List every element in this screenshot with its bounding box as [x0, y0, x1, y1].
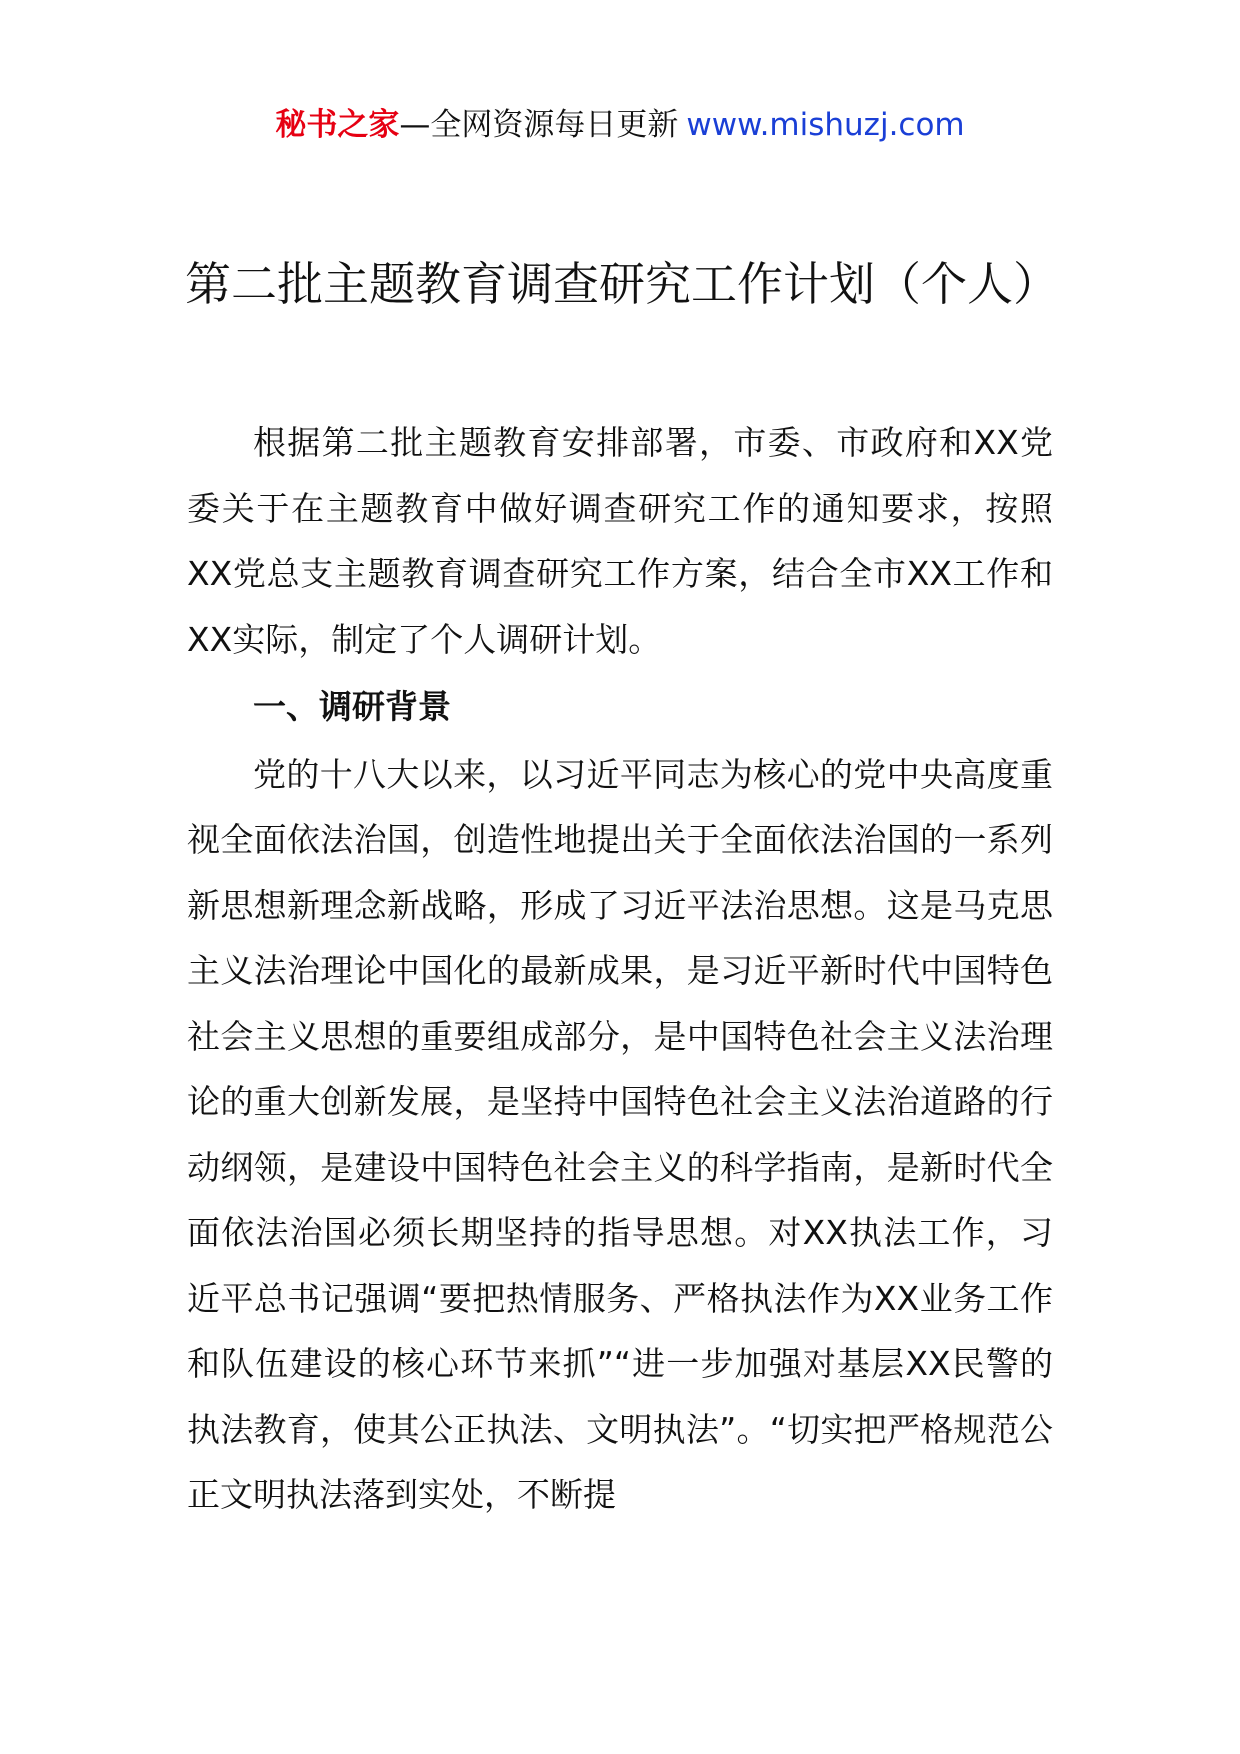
brand-name: 秘书之家 — [275, 107, 400, 143]
document-title: 第二批主题教育调查研究工作计划（个人） — [185, 257, 1059, 311]
document-body — [187, 410, 1053, 1528]
site-header — [0, 100, 1240, 150]
site-url-link[interactable]: www.mishuzj.com — [686, 107, 965, 143]
background-paragraph: 党的十八大以来，以习近平同志为核心的党中央高度重视全面依法治国，创造性地提出关于全面依法治国的一系列新思想新理念新战略，形成了习近平法治思想。这是马克思主义法治理论中国化的最新成果，是习近平新时代中国特色社会主义思想的重要组成部分，是中国特色社会主义法治理论的重大创新发展，是坚持中国特色社会主义法治道路的行动纲领，是建设中国特色社会主义的科学指南，是新时代全面依法治国必须长期坚持的指导思想。对XX执法工作，习近平总书记强调“要把热情服务、严格执法作为XX业务工作和队伍建设的核心环节来抓”“进一步加强对基层XX民警的执法教育，使其公正执法、文明执法”。“切实把严格规范公正文明执法落到实处，不断提 — [187, 754, 1053, 1514]
intro-paragraph: 根据第二批主题教育安排部署，市委、市政府和XX党委关于在主题教育中做好调查研究工作的通知要求，按照XX党总支主题教育调查研究工作方案，结合全市XX工作和XX实际，制定了个人调研计划。 — [187, 423, 1053, 659]
header-tagline: —全网资源每日更新 — [399, 107, 679, 143]
section-heading-background: 一、调研背景 — [253, 687, 451, 726]
